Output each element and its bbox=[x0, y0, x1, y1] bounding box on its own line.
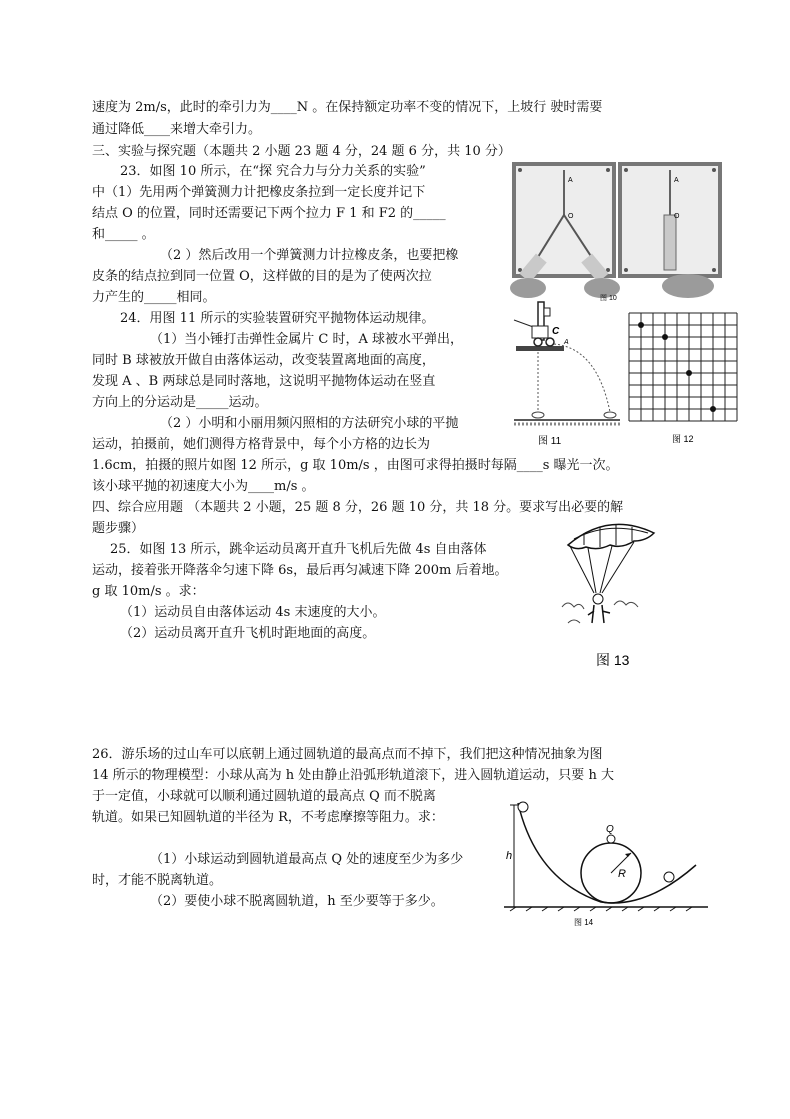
section-heading: 题步骤） bbox=[92, 521, 145, 536]
question-24-line: 1.6cm，拍摄的照片如图 12 所示，g 取 10m/s ，由图可求得拍摄时每隔____s 曝光一次。 bbox=[92, 458, 619, 473]
label-r: R bbox=[618, 868, 626, 880]
label-a: A bbox=[564, 339, 569, 346]
question-23-line: （2 ）然后改用一个弹簧测力计拉橡皮条，也要把橡 bbox=[160, 248, 459, 263]
question-23-line: 23．如图 10 所示，在“探 究合力与分力关系的实验” bbox=[120, 164, 426, 179]
question-26-line: （2）要使小球不脱离圆轨道，h 至少要等于多少。 bbox=[150, 894, 444, 909]
question-24-line: （1）当小锤打击弹性金属片 C 时，A 球被水平弹出， bbox=[150, 332, 464, 347]
question-23-line: 中（1）先用两个弹簧测力计把橡皮条拉到一定长度并记下 bbox=[92, 185, 426, 200]
question-23-line: 和_____ 。 bbox=[92, 227, 155, 242]
section-heading: 四、综合应用题 （本题共 2 小题，25 题 8 分，26 题 10 分，共 18 分。要求写出必要的解 bbox=[92, 500, 624, 515]
question-26-line: 轨道。如果已知圆轨道的半径为 R，不考虑摩擦等阻力。求： bbox=[92, 810, 444, 825]
photo-point bbox=[686, 370, 692, 376]
question-26-line: 14 所示的物理模型：小球从高为 h 处由静止沿弧形轨道滚下，进入圆轨道运动，只要 h 大 bbox=[92, 768, 614, 783]
label-c: C bbox=[552, 326, 560, 337]
grid bbox=[629, 313, 737, 421]
figure-10-caption: 图 10 bbox=[600, 295, 617, 302]
label-o: O bbox=[568, 213, 574, 220]
figure-14-caption: 图 14 bbox=[574, 918, 594, 927]
question-23-line: 结点 O 的位置，同时还需要记下两个拉力 F 1 和 F2 的_____ bbox=[92, 206, 446, 221]
text-line: 通过降低____来增大牵引力。 bbox=[92, 122, 262, 137]
figure-11 bbox=[512, 300, 622, 450]
label-o: O bbox=[674, 213, 680, 220]
label-a: A bbox=[674, 177, 679, 184]
label-a: A bbox=[568, 177, 573, 184]
figure-12 bbox=[628, 312, 744, 452]
question-26-line: 26．游乐场的过山车可以底朝上通过圆轨道的最高点而不掉下，我们把这种情况抽象为图 bbox=[92, 747, 603, 762]
photo-point bbox=[638, 322, 644, 328]
question-25-line: （1）运动员自由落体运动 4s 末速度的大小。 bbox=[120, 605, 386, 620]
question-26-line: 于一定值，小球就可以顺利通过圆轨道的最高点 Q 而不脱离 bbox=[92, 789, 436, 804]
question-25-line: （2）运动员离开直升飞机时距地面的高度。 bbox=[120, 626, 376, 641]
question-24-line: 该小球平抛的初速度大小为____m/s 。 bbox=[92, 479, 315, 494]
label-h: h bbox=[506, 850, 513, 862]
question-24-line: 发现 A 、B 两球总是同时落地，这说明平抛物体运动在竖直 bbox=[92, 374, 436, 389]
question-23-line: 力产生的_____相同。 bbox=[92, 290, 216, 305]
question-26-line: 时，才能不脱离轨道。 bbox=[92, 873, 223, 888]
question-26-line: （1）小球运动到圆轨道最高点 Q 处的速度至少为多少 bbox=[150, 852, 464, 867]
question-25-line: 运动，接着张开降落伞匀速下降 6s，最后再匀减速下降 200m 后着地。 bbox=[92, 563, 508, 578]
photo-point bbox=[710, 406, 716, 412]
text-line: 速度为 2m/s，此时的牵引力为____N 。在保持额定功率不变的情况下，上坡行 驶时需要 bbox=[92, 100, 603, 115]
figure-14 bbox=[496, 785, 716, 931]
figure-12-caption: 图 12 bbox=[672, 434, 694, 444]
board-left bbox=[510, 164, 620, 298]
question-24-line: 同时 B 球被放开做自由落体运动，改变装置离地面的高度， bbox=[92, 353, 435, 368]
question-24-line: 24．用图 11 所示的实验装置研究平抛物体运动规律。 bbox=[120, 311, 435, 326]
question-24-line: 方向上的分运动是_____运动。 bbox=[92, 395, 268, 410]
figure-13 bbox=[554, 515, 670, 670]
question-25-line: g 取 10m/s 。求： bbox=[92, 584, 205, 599]
label-q: Q bbox=[606, 824, 614, 835]
figure-10 bbox=[508, 160, 726, 310]
board-right bbox=[620, 164, 720, 298]
question-24-line: （2 ）小明和小丽用频闪照相的方法研究小球的平抛 bbox=[160, 416, 459, 431]
section-heading: 三、实验与探究题（本题共 2 小题 23 题 4 分，24 题 6 分，共 10 分） bbox=[92, 144, 511, 159]
photo-point bbox=[662, 334, 668, 340]
figure-11-caption: 图 11 bbox=[538, 436, 562, 447]
question-23-line: 皮条的结点拉到同一位置 O，这样做的目的是为了使两次拉 bbox=[92, 269, 432, 284]
question-25-line: 25．如图 13 所示，跳伞运动员离开直升飞机后先做 4s 自由落体 bbox=[110, 542, 487, 557]
figure-13-caption: 图 13 bbox=[596, 652, 630, 668]
question-24-line: 运动，拍摄前，她们测得方格背景中，每个小方格的边长为 bbox=[92, 437, 431, 452]
